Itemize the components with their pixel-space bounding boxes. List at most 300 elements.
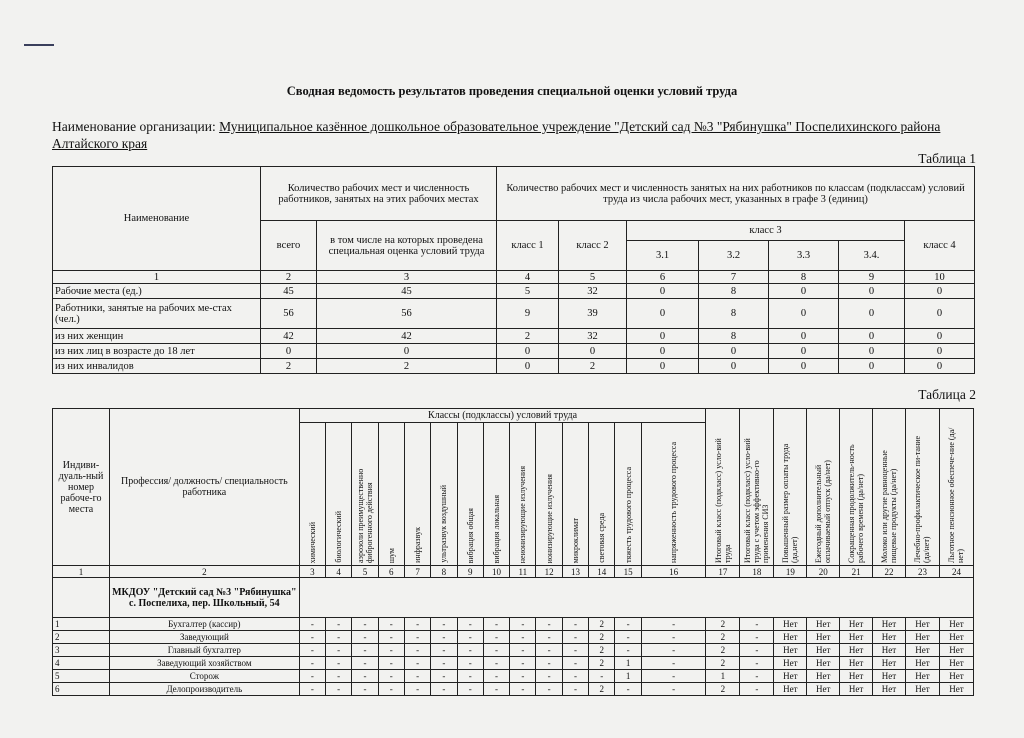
t2-cell: 2 — [589, 631, 615, 644]
t2-cell: - — [562, 657, 588, 670]
t1-col-number: 4 — [497, 271, 559, 284]
t2-h-factor-text: химический — [307, 521, 317, 563]
workplace-table — [52, 408, 974, 696]
t1-cell: 0 — [559, 344, 627, 359]
t1-h-class2: класс 2 — [559, 221, 627, 271]
t1-row — [53, 329, 975, 344]
t1-row-name: Рабочие места (ед.) — [53, 284, 261, 299]
t2-cell: - — [536, 618, 562, 631]
t2-col-number: 19 — [774, 566, 807, 578]
t1-col-number: 7 — [699, 271, 769, 284]
t2-col-number: 16 — [641, 566, 706, 578]
t2-cell: Нет — [873, 644, 906, 657]
t2-cell: Нет — [939, 644, 973, 657]
t2-h-factor — [510, 423, 536, 566]
t2-cell: - — [536, 683, 562, 696]
t2-cell: Нет — [905, 618, 939, 631]
t2-cell: - — [431, 618, 457, 631]
t2-cell: Нет — [905, 657, 939, 670]
t2-cell: 1 — [615, 657, 641, 670]
t2-row-name: Бухгалтер (кассир) — [110, 618, 300, 631]
t2-h-factor-text: аэрозоли преимущественно фиброгенного действия — [355, 468, 374, 563]
t2-cell: - — [299, 618, 325, 631]
t1-cell: 0 — [769, 359, 839, 374]
t2-row-name: Главный бухгалтер — [110, 644, 300, 657]
t2-cell: - — [615, 683, 641, 696]
t2-row — [53, 657, 974, 670]
t1-h-count: Количество рабочих мест и численность работников, занятых на этих рабочих местах — [261, 167, 497, 221]
t2-cell: - — [510, 683, 536, 696]
t2-cell: - — [457, 670, 483, 683]
scan-mark — [24, 44, 54, 46]
t1-cell: 0 — [839, 284, 905, 299]
t2-cell: - — [457, 683, 483, 696]
t2-cell: - — [740, 618, 774, 631]
t2-cell: - — [352, 644, 378, 657]
t2-h-factor-text: вибрация общая — [465, 507, 475, 563]
t2-cell: - — [325, 657, 351, 670]
t2-cell: Нет — [774, 657, 807, 670]
org-label: Наименование организации: — [52, 119, 216, 134]
t1-cell: 39 — [559, 299, 627, 329]
t2-h-extra-text: Лечебно-профилактическое пи-тание (да/нет) — [913, 435, 932, 563]
t2-cell: - — [404, 670, 430, 683]
t2-cell: - — [378, 644, 404, 657]
t1-cell: 0 — [497, 344, 559, 359]
t1-col-number: 2 — [261, 271, 317, 284]
t2-h-extra-text: Молоко или другие равноценные пищевые продукты (да/нет) — [880, 450, 898, 563]
t2-cell: - — [483, 618, 509, 631]
t1-col-number: 6 — [627, 271, 699, 284]
t2-h-extra-text: Итоговый класс (подкласс) усло-вий труда с учетом эффективно-го применения СИЗ — [743, 438, 771, 563]
t2-cell: Нет — [774, 644, 807, 657]
t2-row — [53, 683, 974, 696]
t1-cell: 8 — [699, 299, 769, 329]
t2-cell: - — [378, 631, 404, 644]
t2-cell: - — [352, 683, 378, 696]
t2-cell: - — [378, 683, 404, 696]
t2-cell: - — [740, 631, 774, 644]
t2-cell: Нет — [905, 644, 939, 657]
t2-cell: Нет — [840, 631, 873, 644]
t2-h-classes: Классы (подклассы) условий труда — [299, 409, 706, 423]
t1-cell: 2 — [317, 359, 497, 374]
t2-h-factor — [589, 423, 615, 566]
t2-h-extra — [840, 409, 873, 566]
t2-cell: 1 — [706, 670, 740, 683]
t1-cell: 0 — [317, 344, 497, 359]
t1-cell: 8 — [699, 329, 769, 344]
t2-cell: - — [483, 657, 509, 670]
t1-row — [53, 284, 975, 299]
t1-row-name: Работники, занятые на рабочих ме-стах (чел.) — [53, 299, 261, 329]
t2-cell: Нет — [807, 631, 840, 644]
t2-cell: - — [457, 644, 483, 657]
t1-h-3-1: 3.1 — [627, 241, 699, 271]
t2-row — [53, 618, 974, 631]
t2-h-factor-text: инфразвук — [413, 527, 423, 563]
t1-row — [53, 344, 975, 359]
t2-cell: 1 — [615, 670, 641, 683]
t2-cell: Нет — [939, 618, 973, 631]
t1-cell: 9 — [497, 299, 559, 329]
t2-cell: - — [641, 618, 706, 631]
t1-col-number: 1 — [53, 271, 261, 284]
t1-col-number: 10 — [905, 271, 975, 284]
t2-cell: - — [641, 683, 706, 696]
t2-cell: - — [641, 644, 706, 657]
t2-h-factor — [352, 423, 378, 566]
t1-h-classes: Количество рабочих мест и численность занятых на них работников по классам (подклассам) условий труда из числа рабочих мест, указанных в графе 3 (единиц) — [497, 167, 975, 221]
t2-cell: 2 — [706, 657, 740, 670]
t1-cell: 8 — [699, 284, 769, 299]
t2-cell: - — [431, 631, 457, 644]
t2-cell: Нет — [774, 631, 807, 644]
organization-line — [52, 118, 982, 152]
t2-cell: - — [536, 631, 562, 644]
t2-cell: - — [352, 631, 378, 644]
t2-cell: Нет — [873, 618, 906, 631]
t2-row-num: 5 — [53, 670, 110, 683]
t1-cell: 0 — [261, 344, 317, 359]
t2-cell: Нет — [807, 670, 840, 683]
t1-cell: 2 — [559, 359, 627, 374]
t2-col-number: 3 — [299, 566, 325, 578]
t2-col-number: 5 — [352, 566, 378, 578]
t2-cell: - — [404, 631, 430, 644]
t2-h-factor-text: ультразвук воздушный — [439, 485, 449, 563]
t2-col-number: 24 — [939, 566, 973, 578]
t2-h-factor-text: микроклимат — [570, 517, 580, 563]
t1-cell: 0 — [627, 344, 699, 359]
t2-cell: Нет — [905, 670, 939, 683]
t2-cell: - — [615, 644, 641, 657]
t2-group-name: МКДОУ "Детский сад №3 "Рябинушка" с. Поспелиха, пер. Школьный, 54 — [110, 578, 300, 618]
t2-cell: - — [299, 644, 325, 657]
t2-col-number: 15 — [615, 566, 641, 578]
t1-cell: 0 — [905, 344, 975, 359]
t2-cell: - — [431, 670, 457, 683]
t1-cell: 32 — [559, 329, 627, 344]
t2-cell: Нет — [873, 683, 906, 696]
t1-row — [53, 299, 975, 329]
t2-h-factor-text: тяжесть трудового процесса — [623, 467, 633, 563]
t2-cell: - — [510, 618, 536, 631]
t2-cell: 2 — [706, 644, 740, 657]
org-name: Муниципальное казённое дошкольное образовательное учреждение "Детский сад №3 "Рябинушка" Поспелихинского района Алтайского края — [52, 119, 941, 151]
t2-cell: 2 — [706, 618, 740, 631]
t2-cell: - — [299, 657, 325, 670]
t2-cell: - — [457, 631, 483, 644]
t2-cell: - — [740, 670, 774, 683]
t2-cell: Нет — [939, 657, 973, 670]
t2-h-factor — [483, 423, 509, 566]
t2-col-number: 20 — [807, 566, 840, 578]
t2-cell: - — [536, 670, 562, 683]
t2-cell: Нет — [774, 618, 807, 631]
t1-col-number: 8 — [769, 271, 839, 284]
t2-cell: - — [536, 657, 562, 670]
t2-h-extra — [807, 409, 840, 566]
t1-cell: 0 — [769, 329, 839, 344]
t2-cell: - — [562, 670, 588, 683]
t1-cell: 2 — [261, 359, 317, 374]
t2-col-number: 9 — [457, 566, 483, 578]
t2-cell: 2 — [589, 618, 615, 631]
t2-h-factor — [404, 423, 430, 566]
t2-cell: - — [352, 670, 378, 683]
t2-cell: - — [510, 631, 536, 644]
t2-cell: - — [562, 631, 588, 644]
table2-caption: Таблица 2 — [918, 387, 976, 402]
t2-row-num: 4 — [53, 657, 110, 670]
t2-number-row — [53, 566, 974, 578]
t2-group-num — [53, 578, 110, 618]
t2-col-number: 1 — [53, 566, 110, 578]
t2-cell: - — [325, 683, 351, 696]
t1-h-class4: класс 4 — [905, 221, 975, 271]
t2-cell: - — [325, 618, 351, 631]
t2-cell: - — [589, 670, 615, 683]
t2-cell: Нет — [774, 670, 807, 683]
t2-h-factor — [431, 423, 457, 566]
t2-h-extra-text: Повышенный размер оплаты труда (да,нет) — [781, 443, 800, 563]
t1-cell: 0 — [769, 284, 839, 299]
t1-cell: 32 — [559, 284, 627, 299]
t2-h-extra-text: Итоговый класс (подкласс) усло-вий труда — [713, 438, 732, 563]
t2-cell: - — [483, 644, 509, 657]
t2-h-factor-text: шум — [386, 547, 396, 563]
t1-cell: 0 — [497, 359, 559, 374]
t1-h-class3: класс 3 — [627, 221, 905, 241]
t2-cell: - — [325, 644, 351, 657]
t2-cell: Нет — [840, 683, 873, 696]
t2-col-number: 2 — [110, 566, 300, 578]
t2-h-factor-text: световая среда — [597, 513, 607, 563]
t2-cell: - — [378, 670, 404, 683]
t2-cell: - — [510, 644, 536, 657]
t1-h-total: всего — [261, 221, 317, 271]
t2-h-extra — [905, 409, 939, 566]
t1-cell: 5 — [497, 284, 559, 299]
t2-cell: Нет — [807, 644, 840, 657]
t2-h-factor — [641, 423, 706, 566]
t1-h-3-3: 3.3 — [769, 241, 839, 271]
t2-cell: - — [404, 683, 430, 696]
t2-row-num: 2 — [53, 631, 110, 644]
t2-row — [53, 631, 974, 644]
t2-group-fill — [299, 578, 973, 618]
summary-table — [52, 166, 975, 374]
t2-cell: - — [404, 657, 430, 670]
t2-cell: - — [483, 683, 509, 696]
t2-h-factor — [536, 423, 562, 566]
t2-cell: Нет — [873, 631, 906, 644]
t2-cell: - — [510, 657, 536, 670]
t2-h-factor-text: напряженность трудового процесса — [669, 441, 679, 563]
t2-cell: Нет — [873, 657, 906, 670]
t1-cell: 0 — [905, 284, 975, 299]
t2-cell: - — [562, 644, 588, 657]
t2-col-number: 14 — [589, 566, 615, 578]
t2-row-num: 3 — [53, 644, 110, 657]
t1-cell: 45 — [317, 284, 497, 299]
t1-row-name: из них инвалидов — [53, 359, 261, 374]
t2-cell: 2 — [706, 683, 740, 696]
t1-col-number: 5 — [559, 271, 627, 284]
t1-row-name: из них лиц в возрасте до 18 лет — [53, 344, 261, 359]
t1-cell: 0 — [769, 299, 839, 329]
t2-col-number: 17 — [706, 566, 740, 578]
t2-row-name: Заведующий — [110, 631, 300, 644]
t2-cell: Нет — [939, 670, 973, 683]
t1-cell: 0 — [905, 299, 975, 329]
t2-cell: 2 — [706, 631, 740, 644]
t2-col-number: 6 — [378, 566, 404, 578]
t2-h-extra-text: Сокращенная продолжитель-ность рабочего времени (да/нет) — [847, 444, 866, 563]
t2-col-number: 8 — [431, 566, 457, 578]
t2-h-extra — [873, 409, 906, 566]
t2-cell: - — [740, 683, 774, 696]
t1-cell: 45 — [261, 284, 317, 299]
t2-cell: - — [641, 631, 706, 644]
t2-h-factor-text: биологический — [334, 511, 344, 563]
t2-h-extra — [706, 409, 740, 566]
t2-row — [53, 670, 974, 683]
t1-cell: 2 — [497, 329, 559, 344]
t1-cell: 0 — [699, 344, 769, 359]
t1-cell: 56 — [317, 299, 497, 329]
t2-cell: - — [299, 670, 325, 683]
t2-cell: - — [740, 644, 774, 657]
t1-cell: 0 — [699, 359, 769, 374]
t2-cell: - — [740, 657, 774, 670]
t2-cell: - — [562, 618, 588, 631]
t2-col-number: 22 — [873, 566, 906, 578]
t2-cell: Нет — [873, 670, 906, 683]
t2-h-factor — [457, 423, 483, 566]
t2-col-number: 11 — [510, 566, 536, 578]
t2-h-prof: Профессия/ должность/ специальность работника — [110, 409, 300, 566]
t1-row-name: из них женщин — [53, 329, 261, 344]
t2-cell: Нет — [807, 657, 840, 670]
t2-h-extra — [774, 409, 807, 566]
t2-row-name: Сторож — [110, 670, 300, 683]
t2-row-num: 6 — [53, 683, 110, 696]
t1-cell: 0 — [769, 344, 839, 359]
t2-cell: - — [431, 683, 457, 696]
t2-cell: - — [431, 657, 457, 670]
t1-cell: 0 — [839, 359, 905, 374]
t1-number-row — [53, 271, 975, 284]
t1-cell: 0 — [627, 359, 699, 374]
t2-col-number: 10 — [483, 566, 509, 578]
t2-col-number: 4 — [325, 566, 351, 578]
t2-h-factor-text: неионизирующие излучения — [518, 465, 528, 563]
t1-cell: 0 — [839, 329, 905, 344]
t1-row — [53, 359, 975, 374]
t1-cell: 0 — [839, 344, 905, 359]
t2-cell: 2 — [589, 657, 615, 670]
t2-cell: - — [536, 644, 562, 657]
t2-cell: - — [325, 670, 351, 683]
t2-cell: Нет — [807, 618, 840, 631]
t2-cell: 2 — [589, 644, 615, 657]
t2-cell: 2 — [589, 683, 615, 696]
t2-cell: - — [457, 618, 483, 631]
t2-cell: - — [378, 657, 404, 670]
t1-cell: 0 — [627, 299, 699, 329]
t2-cell: - — [641, 670, 706, 683]
t2-cell: Нет — [840, 657, 873, 670]
t2-h-num: Индиви-дуаль-ный номер рабоче-го места — [53, 409, 110, 566]
t2-cell: - — [378, 618, 404, 631]
t2-cell: - — [457, 657, 483, 670]
t2-cell: - — [641, 657, 706, 670]
t1-cell: 0 — [627, 329, 699, 344]
t1-cell: 0 — [905, 359, 975, 374]
t2-cell: - — [352, 618, 378, 631]
t2-cell: - — [483, 670, 509, 683]
t2-h-factor — [299, 423, 325, 566]
t2-cell: - — [299, 683, 325, 696]
t2-h-extra — [740, 409, 774, 566]
t2-col-number: 18 — [740, 566, 774, 578]
t2-cell: - — [325, 631, 351, 644]
t2-cell: - — [510, 670, 536, 683]
t1-h-assessed: в том числе на которых проведена специальная оценка условий труда — [317, 221, 497, 271]
t2-cell: Нет — [939, 683, 973, 696]
t2-cell: Нет — [840, 670, 873, 683]
t1-h-name: Наименование — [53, 167, 261, 271]
t2-cell: Нет — [905, 631, 939, 644]
t2-cell: Нет — [905, 683, 939, 696]
t1-h-3-4: 3.4. — [839, 241, 905, 271]
t2-cell: Нет — [840, 644, 873, 657]
t1-h-3-2: 3.2 — [699, 241, 769, 271]
t1-h-class1: класс 1 — [497, 221, 559, 271]
t2-cell: - — [615, 631, 641, 644]
t1-col-number: 9 — [839, 271, 905, 284]
page-title: Сводная ведомость результатов проведения специальной оценки условий труда — [286, 84, 738, 98]
t2-col-number: 7 — [404, 566, 430, 578]
t2-row — [53, 644, 974, 657]
t2-cell: - — [483, 631, 509, 644]
t2-h-factor — [562, 423, 588, 566]
t2-row-name: Делопроизводитель — [110, 683, 300, 696]
t2-cell: Нет — [774, 683, 807, 696]
t2-cell: - — [352, 657, 378, 670]
t2-h-extra-text: Льготное пенсионное обеспече-ние (да/нет) — [947, 427, 966, 563]
t2-row-num: 1 — [53, 618, 110, 631]
t2-cell: Нет — [840, 618, 873, 631]
t2-h-factor — [615, 423, 641, 566]
t2-col-number: 21 — [840, 566, 873, 578]
t2-cell: - — [431, 644, 457, 657]
t2-h-factor — [325, 423, 351, 566]
table1-caption: Таблица 1 — [918, 151, 976, 166]
t2-row-name: Заведующий хозяйством — [110, 657, 300, 670]
t2-h-extra-text: Ежегодный дополнительный оплачиваемый отпуск (да/нет) — [814, 460, 833, 563]
t1-cell: 56 — [261, 299, 317, 329]
t2-col-number: 23 — [905, 566, 939, 578]
t1-cell: 0 — [839, 299, 905, 329]
t2-cell: - — [299, 631, 325, 644]
t2-cell: - — [404, 644, 430, 657]
t2-col-number: 12 — [536, 566, 562, 578]
t1-cell: 0 — [905, 329, 975, 344]
t2-h-extra — [939, 409, 973, 566]
